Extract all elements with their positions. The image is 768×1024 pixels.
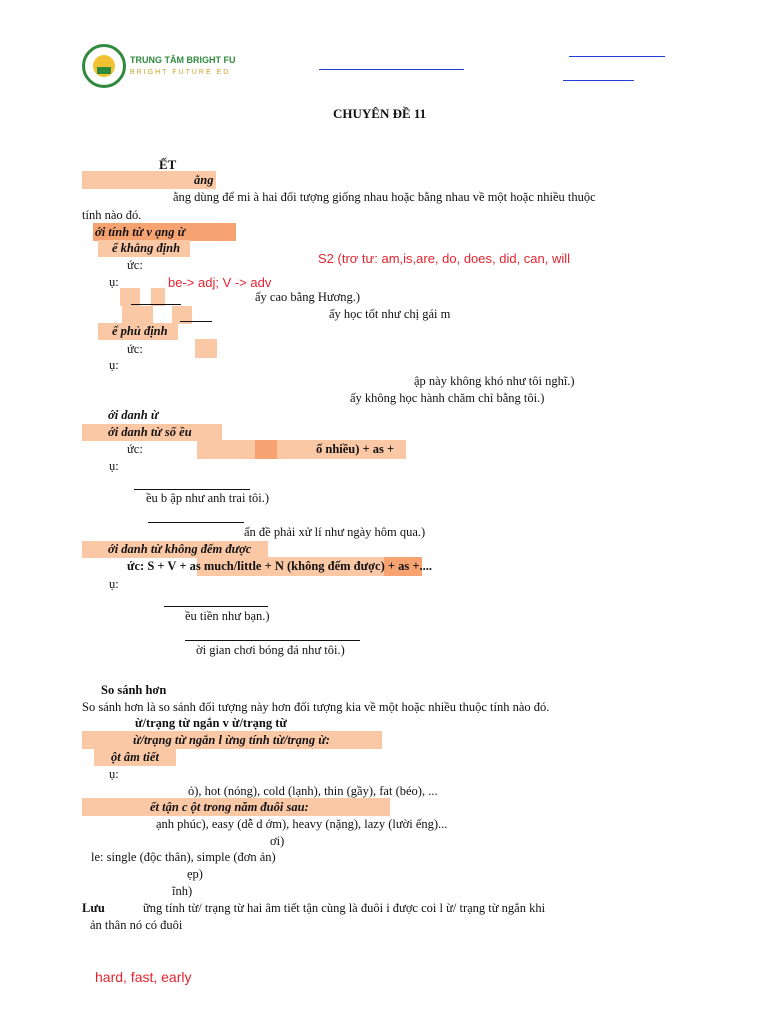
logo-text: TRUNG TÂM BRIGHT FU [130,55,236,65]
blank-line [180,321,212,322]
formula-label: ức: [127,442,143,456]
subsection-heading: ột âm tiết [111,750,159,764]
page-title: CHUYÊN ĐỀ 11 [333,106,427,121]
text-line: ản thân nó có đuôi [90,918,183,932]
example-label: ụ: [109,459,119,473]
subsection-heading: ới danh từ không đếm được [108,542,252,556]
text-line: ời gian chơi bóng đá như tôi.) [196,643,345,657]
example-label: ụ: [109,767,119,781]
formula-label: ức: [127,258,143,272]
text-line: ỏ), hot (nóng), cold (lạnh), thin (gầy), fat (béo), ... [188,784,438,798]
text-line: ơi) [270,834,285,848]
annotation-note: hard, fast, early [95,969,192,985]
text-line: ẹp) [187,867,203,881]
text-line: So sánh hơn là so sánh đối tượng này hơn đối tượng kia về một hoặc nhiều thuộc tính nào đó. [82,700,550,714]
header-link-underline[interactable] [569,56,665,57]
subsection-heading: ới tính từ v ạng ừ [95,225,186,239]
text-line: ập này không khó như tôi nghĩ.) [414,374,575,388]
text-line: ằng dùng để mi à hai đối tượng giống nhau hoặc bằng nhau về một hoặc nhiều thuộc [173,190,596,204]
example-label: ụ: [109,275,119,289]
subsection-heading: ừ/trạng từ ngắn l ừng tính từ/trạng ừ: [133,733,330,747]
blank-line [131,304,181,305]
blank-line [185,640,360,641]
logo-subtext: BRIGHT FUTURE ED [130,69,231,76]
formula-text: ố nhiều) + as + [316,442,395,456]
center-logo [82,44,126,88]
text-line: tính nào đó. [82,208,142,222]
blank-line [134,489,250,490]
note-label: Lưu [82,901,105,915]
blank-line [148,522,244,523]
text-line: ấn đề phải xử lí như ngày hôm qua.) [244,525,426,539]
subsection-heading: ằng [194,173,214,187]
subsection-heading: ết tận c ột trong năm đuôi sau: [150,800,309,814]
annotation-note: be-> adj; V -> adv [168,275,272,290]
text-line: ĩnh) [172,884,193,898]
highlight-block [195,339,217,358]
text-line: ững tính từ/ trạng từ hai âm tiết tận cùng là đuôi i được coi l ừ/ trạng từ ngắn khi [143,901,546,915]
subsection-heading: ới danh từ số ều [108,425,192,439]
blank-line [164,606,268,607]
text-line: ấy học tốt như chị gái m [329,307,451,321]
text-line: ều b ập như anh trai tôi.) [146,491,270,505]
text-line: ều tiền như bạn.) [185,609,270,623]
section-heading: ẾT [159,157,177,172]
highlight-block [255,440,277,459]
text-line: ấy cao bằng Hương.) [255,290,361,304]
example-label: ụ: [109,577,119,591]
text-line: ạnh phúc), easy (dễ d ớm), heavy (nặng), lazy (lười ếng)... [156,817,448,831]
example-label: ụ: [109,358,119,372]
text-line: le: single (độc thân), simple (đơn ản) [91,850,276,864]
subsection-heading: ới danh ừ [108,408,159,422]
text-line: ấy không học hành chăm chỉ bằng tôi.) [350,391,545,405]
section-heading: So sánh hơn [101,683,167,697]
subsection-heading: ể phủ định [112,324,168,338]
logo-book-icon [97,67,111,74]
subsection-heading: ừ/trạng từ ngắn v ừ/trạng từ [135,716,287,730]
highlight-block [122,306,153,324]
formula-label: ức: [127,342,143,356]
annotation-note: S2 (trơ tư: am,is,are, do, does, did, can, will [318,251,571,266]
header-link-underline[interactable] [319,69,464,70]
formula-text: ức: S + V + as much/little + N (không đếm được) + as +.... [127,559,433,573]
header-link-underline[interactable] [563,80,634,81]
subsection-heading: ể khẳng định [112,241,181,255]
